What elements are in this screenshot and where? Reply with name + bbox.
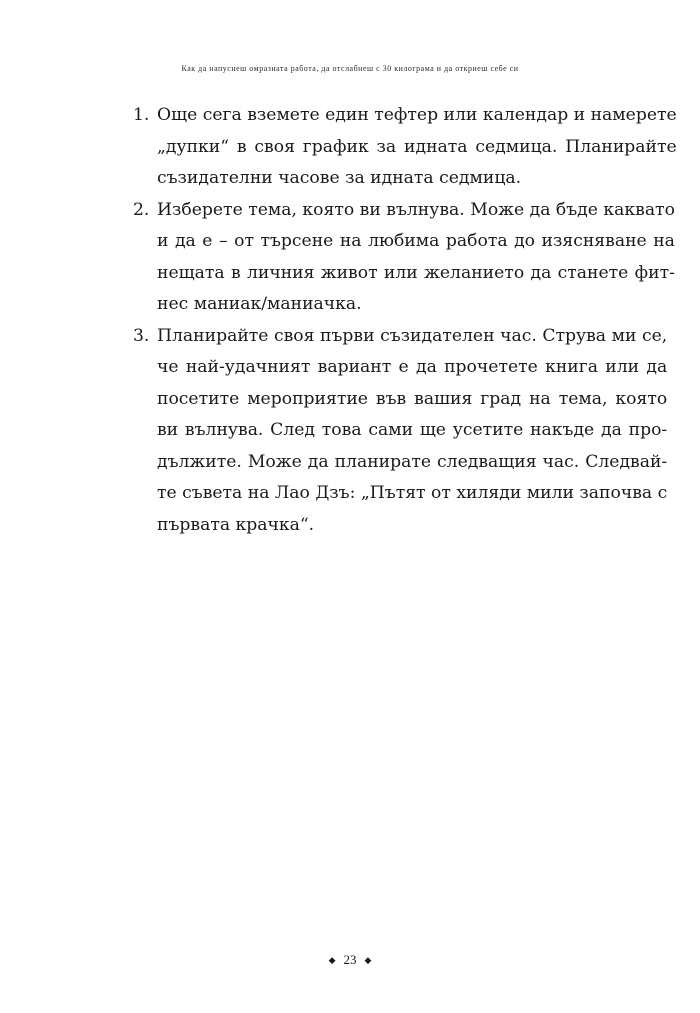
text-line: нещата в личния живот или желанието да станете фит- <box>157 262 675 283</box>
text-line: Планирайте своя първи съзидателен час. Струва ми се, <box>157 325 668 346</box>
text-line: ви вълнува. След това сами ще усетите накъде да про- <box>157 420 668 440</box>
text-line: че най-удачният вариант е да прочетете книга или да <box>157 357 668 377</box>
list-item-text <box>157 321 667 542</box>
list-item-3 <box>133 321 668 542</box>
numbered-list <box>133 100 677 541</box>
list-item-number: 3. <box>133 325 150 346</box>
diamond-bullet-icon: ◆ <box>364 955 372 965</box>
page-number: 23 <box>343 952 357 967</box>
text-line: съзидателни часове за идната седмица. <box>157 168 522 188</box>
text-line: и да е – от търсене на любима работа до изясняване на <box>157 231 675 251</box>
text-line: първата крачка“. <box>157 514 315 535</box>
text-line: Още сега вземете един тефтер или календар и намерете <box>157 105 677 125</box>
list-item-number: 1. <box>133 105 150 125</box>
text-line: посетите мероприятие във вашия град на тема, която <box>157 388 668 409</box>
text-line: нес маниак/маниачка. <box>157 294 362 314</box>
page-footer <box>0 952 700 968</box>
list-item-number: 2. <box>133 199 150 220</box>
text-line: „дупки“ в своя график за идната седмица. Планирайте <box>157 136 677 157</box>
text-line: дължите. Може да планирате следващия час. Следвай- <box>157 451 668 472</box>
list-item-text <box>157 195 675 321</box>
running-header: Как да напуснеш омразната работа, да отслабнеш с 30 килограма и да откриеш себе си <box>181 64 519 73</box>
diamond-bullet-icon: ◆ <box>328 955 336 965</box>
text-line: Изберете тема, която ви вълнува. Може да бъде каквато <box>157 199 675 220</box>
text-line: те съвета на Лао Дзъ: „Пътят от хиляди мили започва с <box>157 483 668 503</box>
list-item-1 <box>133 100 677 195</box>
list-item-2 <box>133 195 675 321</box>
list-item-text <box>157 100 677 195</box>
